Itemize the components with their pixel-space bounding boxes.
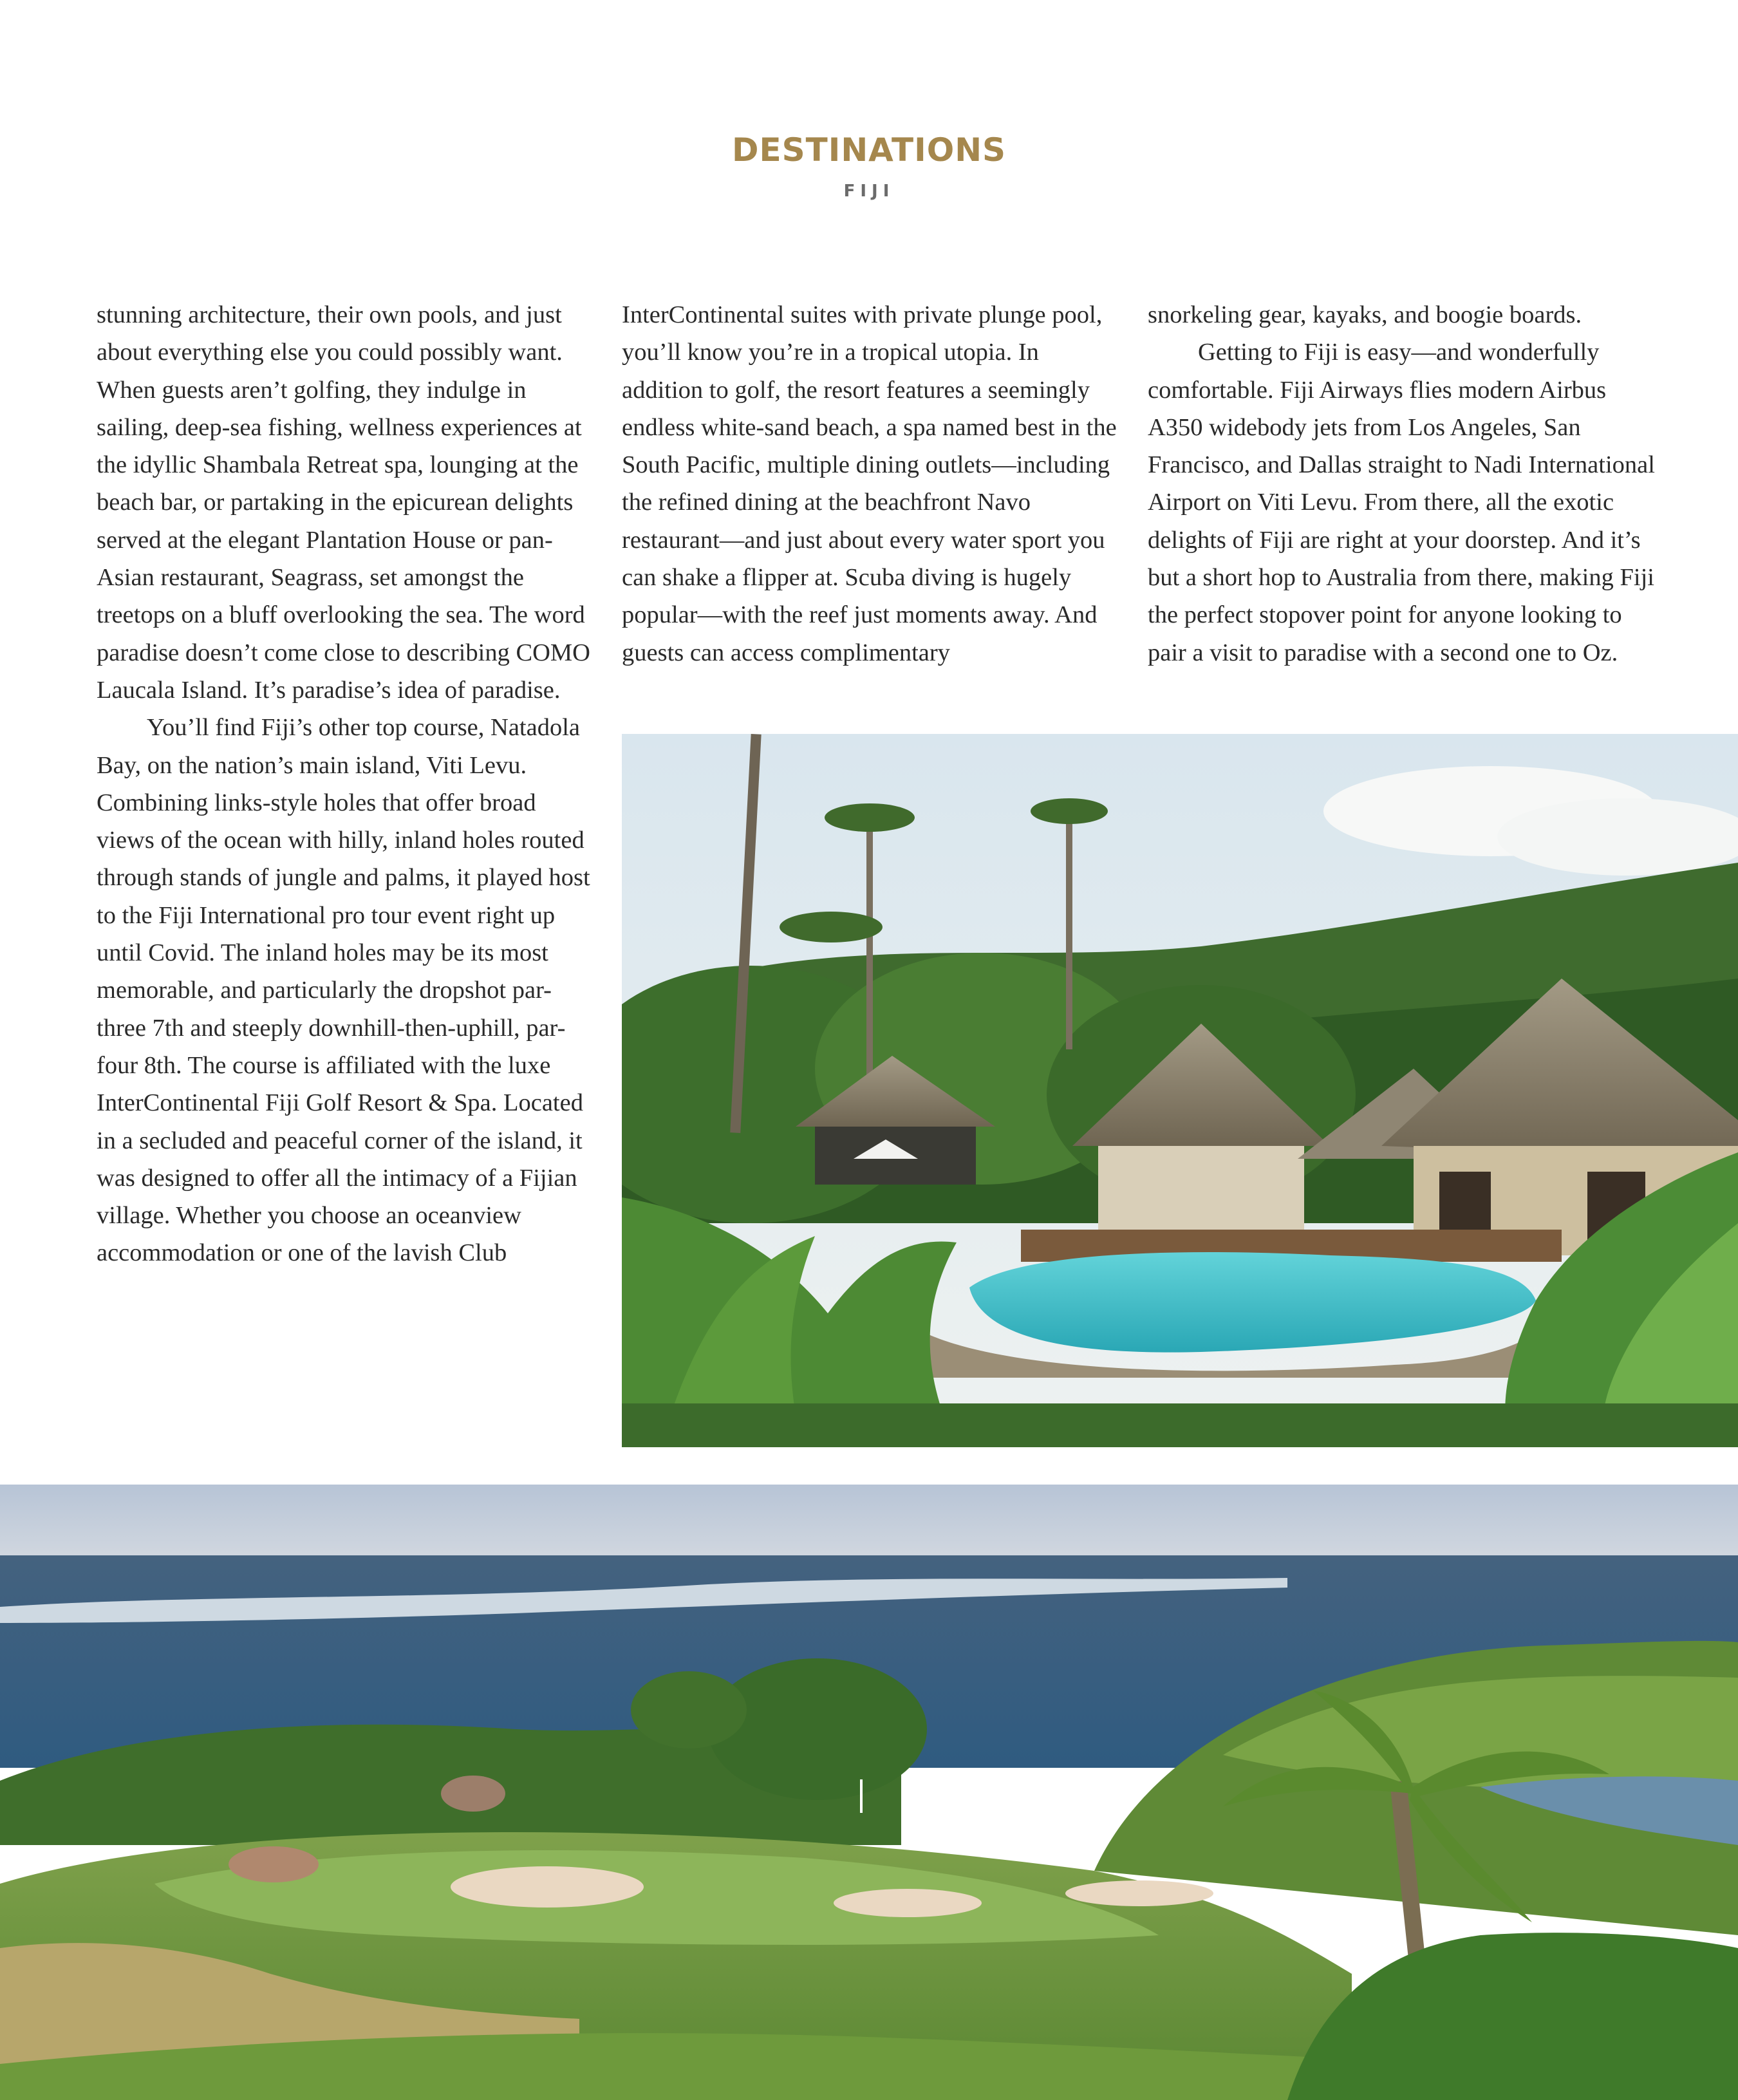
paragraph: InterContinental suites with private plunge pool, you’ll know you’re in a tropical utopia. In addition to golf, the resort features a seemingly endless white-sand beach, a spa named best in the South Pacific, multiple dining outlets—including the refined dining at the beachfront Navo restaurant—and just about every water sport you can shake a flipper at. Scuba diving is hugely popular—with the reef just moments away. And guests can access complimentary: [622, 301, 1117, 666]
paragraph: You’ll find Fiji’s other top course, Natadola Bay, on the nation’s main island, Viti Levu. Combining links-style holes that offer broad views of the ocean with hilly, inland holes routed through stands of jungle and palms, it played host to the Fiji International pro tour event right up until Covid. The inland holes may be its most memorable, and particularly the dropshot par-three 7th and steeply downhill-then-uphill, par-four 8th. The course is affiliated with the luxe InterContinental Fiji Golf Resort & Spa. Located in a secluded and peaceful corner of the island, it was designed to offer all the intimacy of a Fijian village. Whether you choose an oceanview accommodation or one of the lavish Club: [97, 714, 590, 1267]
page-header: [0, 127, 1738, 202]
resort-photo-illustration: [622, 734, 1738, 1447]
section-subtitle: FIJI: [843, 182, 895, 201]
text-column-1: [97, 296, 592, 1272]
paragraph: stunning architecture, their own pools, and just about everything else you could possibly want. When guests aren’t golfing, they indulge in sailing, deep-sea fishing, wellness experiences at the idyllic Shambala Retreat spa, lounging at the beach bar, or partaking in the epicurean delights served at the elegant Plantation House or pan-Asian restaurant, Seagrass, set amongst the treetops on a bluff overlooking the sea. The word paradise doesn’t come close to describing COMO Laucala Island. It’s paradise’s idea of paradise.: [97, 301, 590, 704]
section-title: DESTINATIONS: [731, 131, 1007, 169]
paragraph: snorkeling gear, kayaks, and boogie boards.: [1148, 301, 1582, 328]
paragraph: Getting to Fiji is easy—and wonderfully comfortable. Fiji Airways flies modern Airbus A350 widebody jets from Los Angeles, San Francisco, and Dallas straight to Nadi International Airport on Viti Levu. From there, all the exotic delights of Fiji are right at your doorstep. And it’s but a short hop to Australia from there, making Fiji the perfect stopover point for anyone looking to pair a visit to paradise with a second one to Oz.: [1148, 339, 1655, 666]
resort-photo: [622, 734, 1738, 1447]
golf-photo-illustration: [0, 1485, 1738, 2100]
text-column-3: [1148, 296, 1663, 671]
golf-course-photo: [0, 1485, 1738, 2100]
text-column-2: [622, 296, 1117, 671]
